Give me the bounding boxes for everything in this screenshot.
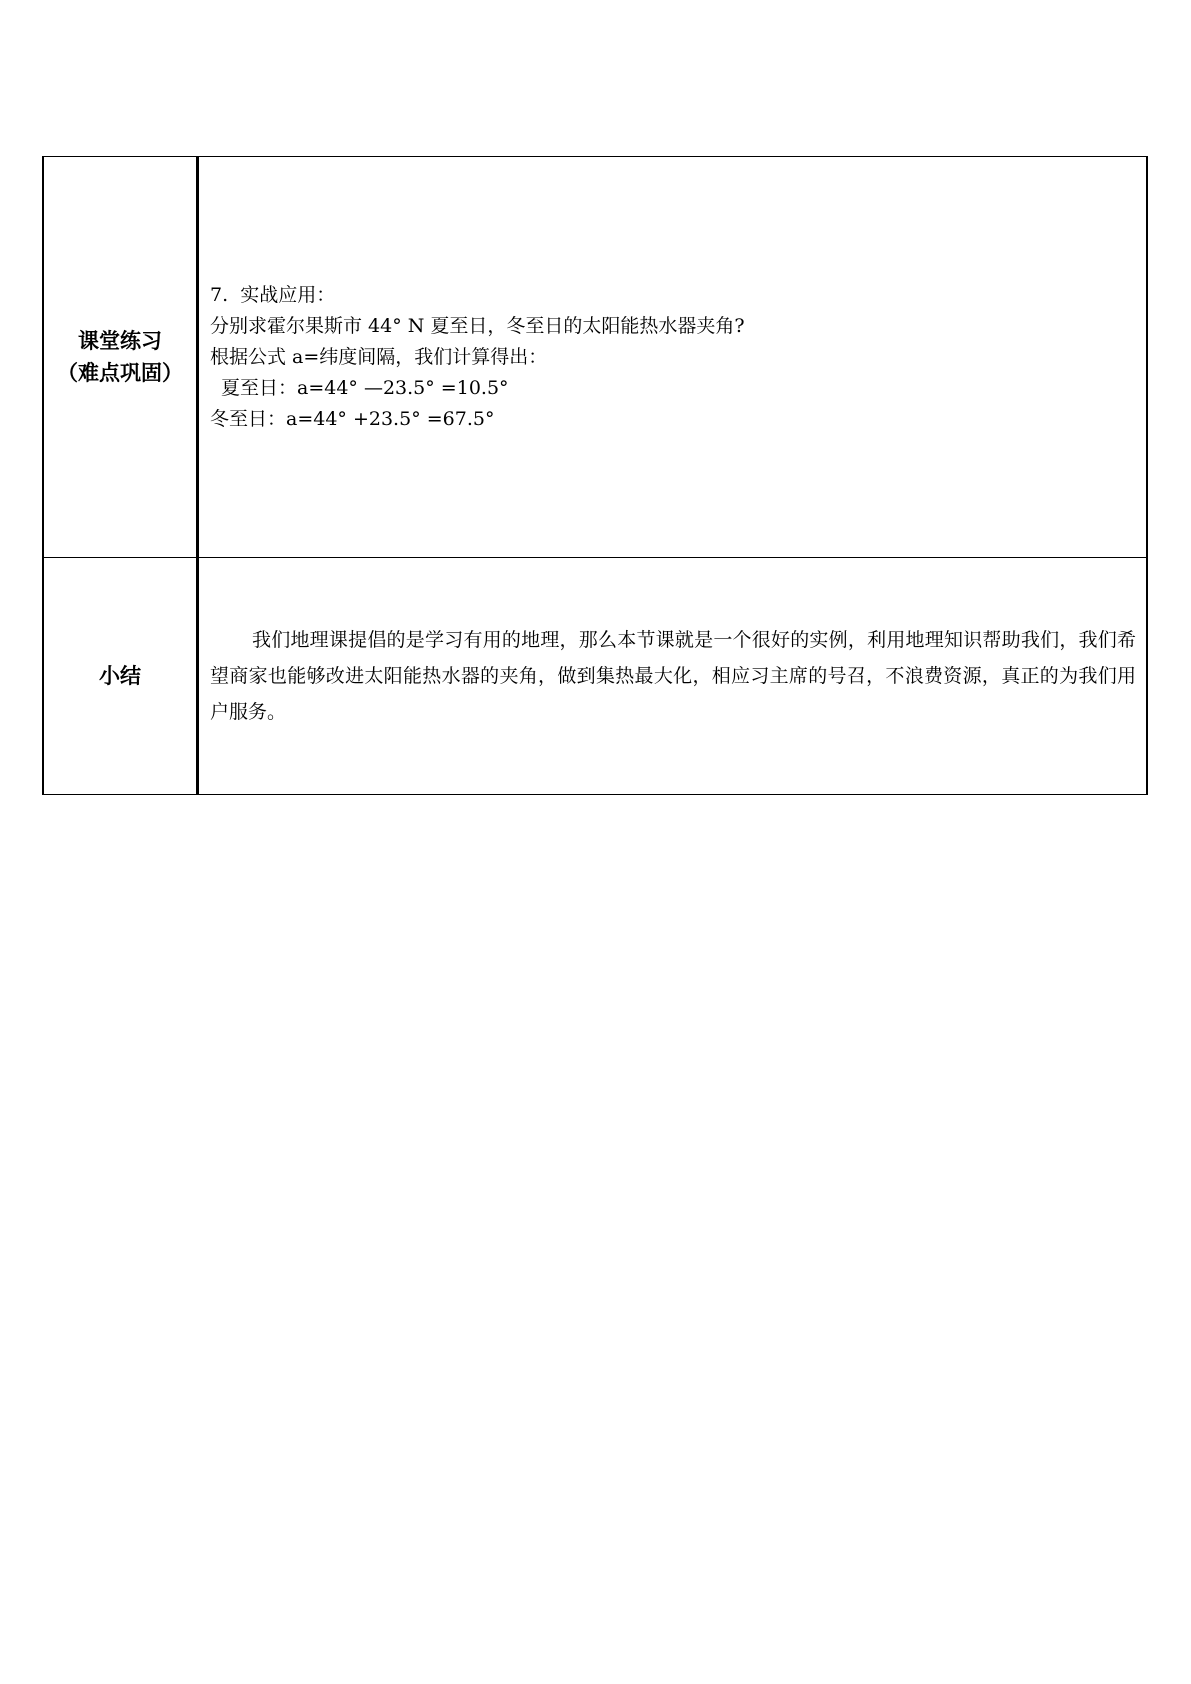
- practice-label-cell: [43, 157, 198, 558]
- practice-line: 根据公式 a=纬度间隔，我们计算得出：: [210, 345, 548, 368]
- practice-line: 7. 实战应用：: [210, 283, 336, 306]
- practice-line: 冬至日：a=44° +23.5° =67.5°: [210, 407, 495, 430]
- practice-label-subtitle: （难点巩固）: [57, 361, 183, 385]
- practice-content: [199, 280, 1146, 435]
- summary-content-cell: [198, 558, 1148, 795]
- table-row-practice: [43, 157, 1147, 558]
- summary-label: 小结: [99, 664, 141, 688]
- summary-label-cell: [43, 558, 198, 795]
- practice-label-title: 课堂练习: [78, 329, 162, 353]
- summary-paragraph: 我们地理课提倡的是学习有用的地理，那么本节课就是一个很好的实例，利用地理知识帮助我们，我们希望商家也能够改进太阳能热水器的夹角，做到集热最大化，相应习主席的号召，不浪费资源，真正的为我们用户服务。: [210, 629, 1136, 723]
- practice-line: 夏至日：a=44° —23.5° =10.5°: [221, 376, 509, 399]
- table-row-summary: [43, 558, 1147, 795]
- practice-content-cell: [198, 157, 1148, 558]
- lesson-plan-table: [42, 156, 1148, 795]
- practice-line: 分别求霍尔果斯市 44° N 夏至日，冬至日的太阳能热水器夹角?: [210, 314, 745, 337]
